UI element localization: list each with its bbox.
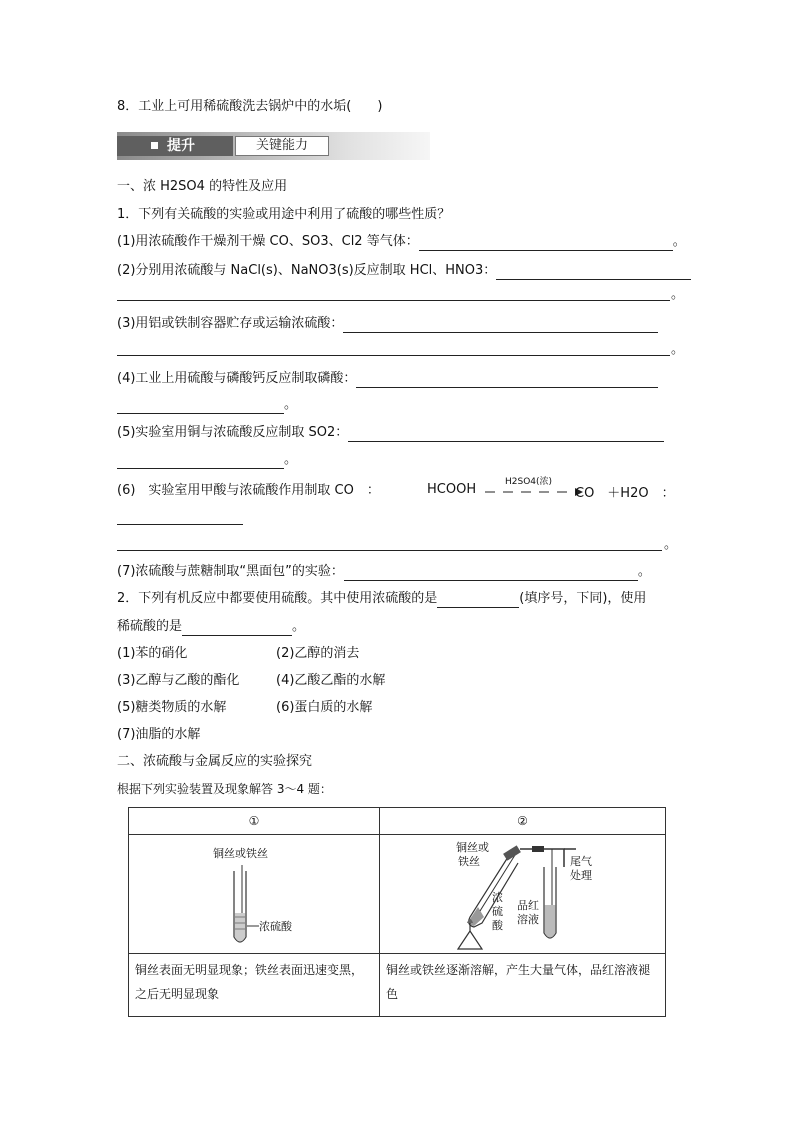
apparatus-1-cell: 铜丝或铁丝 浓硫酸 [129,835,380,954]
q1-item6: (6) 实验室用甲酸与浓硫酸作用制取 CO ： [117,483,380,498]
square-bullet-icon [151,142,158,149]
q1-item5-cont: 。 [117,451,297,469]
observation-2: 铜丝或铁丝逐渐溶解，产生大量气体，品红溶液褪色 [380,954,666,1017]
q1-item7: (7)浓硫酸与蔗糖制取“黑面包”的实验： 。 [117,564,651,579]
q1-item4-cont: 。 [117,396,297,414]
test-tube-icon [225,861,265,951]
answer-blank[interactable] [117,550,662,551]
q1-item4: (4)工业上用硫酸与磷酸钙反应制取磷酸： [117,370,658,388]
reaction-equation: HCOOH H2SO4(浓) CO ＋H2O ： [427,477,675,501]
q2-option: (4)乙酸乙酯的水解 [276,673,386,688]
answer-blank[interactable] [117,399,284,414]
answer-blank[interactable] [419,236,673,251]
answer-blank[interactable] [117,355,670,356]
section-tag: 提升 [167,138,195,154]
answer-blank[interactable] [496,265,691,280]
experiment-table [128,807,666,1017]
answer-blank[interactable] [348,427,664,442]
observation-1: 铜丝表面无明显现象；铁丝表面迅速变黑，之后无明显现象 [129,954,380,1017]
q2-stem: 2．下列有机反应中都要使用硫酸。其中使用浓硫酸的是 (填序号，下同)，使用 [117,591,647,606]
table-header: ② [380,808,666,835]
answer-blank[interactable] [117,524,243,525]
q1-item1: (1)用浓硫酸作干燥剂干燥 CO、SO3、Cl2 等气体： 。 [117,234,686,249]
answer-blank[interactable] [343,318,658,333]
q2-option: (5)糖类物质的水解 [117,700,227,715]
answer-blank[interactable] [356,373,658,388]
q2-option: (6)蛋白质的水解 [276,700,373,715]
section-banner [117,132,430,160]
part1-title: 一、浓 H2SO4 的特性及应用 [117,179,288,194]
part2-title: 二、浓硫酸与金属反应的实验探究 [117,754,313,769]
answer-blank[interactable] [117,300,670,301]
question-8: 8．工业上可用稀硫酸洗去锅炉中的水垢( ) [117,99,383,114]
answer-blank[interactable] [344,566,638,581]
worksheet-page: 8．工业上可用稀硫酸洗去锅炉中的水垢( ) 提升 关键能力 一、浓 H2SO4 的特性及应用 1．下列有关硫酸的实验或用途中利用了硫酸的哪些性质？ (1)用浓硫酸作干燥剂干燥 CO、SO3、Cl2 等气体： 。 (2)分别用浓硫酸与 NaCl(s)、NaNO3(s)反应制取 HCl、HNO3： 。 (3)用铝或铁制容器贮存或运输浓硫酸： 。 (4)工业上用硫酸与磷酸钙反应制取磷酸： 。 (5)实验室用铜与浓硫酸反应制取 SO2： 。 (6) 实验室用甲酸与浓硫酸作用制取 CO ： HCOOH H2SO4(浓) CO ＋H2O ： 。 (7)浓硫酸与蔗糖制取“黑面包”的实验： 。 2．下列有机反应中都要使用硫酸。其中使用浓硫酸的是 (填序号，下同)，使用 稀硫酸的是 。 (1)苯的硝化 (2)乙醇的消去 (3)乙醇与乙酸的酯化 (4)乙酸乙酯的水解 (5)糖类物质的水解 (6)蛋白质的水解 (7)油脂的水解 二、浓硫酸与金属反应的实验探究 根据下列实验装置及现象解答 3～4 题： ① ② 铜丝或铁丝 浓硫酸 铜丝或 铁丝 尾气 处理 浓 硫 酸 品红 溶液 铜丝表面无明显现象；铁丝表面迅速变黑，之后无明显现象 铜丝或铁丝逐渐溶解，产生大量气体，品红溶液褪色 [0,0,794,1123]
q1-item2: (2)分别用浓硫酸与 NaCl(s)、NaNO3(s)反应制取 HCl、HNO3： [117,262,691,280]
q1-stem: 1．下列有关硫酸的实验或用途中利用了硫酸的哪些性质？ [117,207,451,222]
intro-text: 根据下列实验装置及现象解答 3～4 题： [117,782,332,796]
answer-blank[interactable] [182,621,292,636]
q2-option: (7)油脂的水解 [117,727,201,742]
table-header: ① [129,808,380,835]
answer-blank[interactable] [437,593,519,608]
answer-blank[interactable] [117,454,284,469]
q1-item3: (3)用铝或铁制容器贮存或运输浓硫酸： [117,315,658,333]
q2-option: (3)乙醇与乙酸的酯化 [117,673,240,688]
section-label: 关键能力 [235,136,329,156]
q1-item5: (5)实验室用铜与浓硫酸反应制取 SO2： [117,424,664,442]
q2-stem-cont: 稀硫酸的是 。 [117,619,306,634]
q2-option: (2)乙醇的消去 [276,646,360,661]
gas-apparatus-icon [440,845,580,953]
apparatus-2-cell: 铜丝或 铁丝 尾气 处理 浓 硫 酸 品红 溶液 [380,835,666,954]
reaction-arrow-icon [485,486,585,498]
q2-option: (1)苯的硝化 [117,646,188,661]
